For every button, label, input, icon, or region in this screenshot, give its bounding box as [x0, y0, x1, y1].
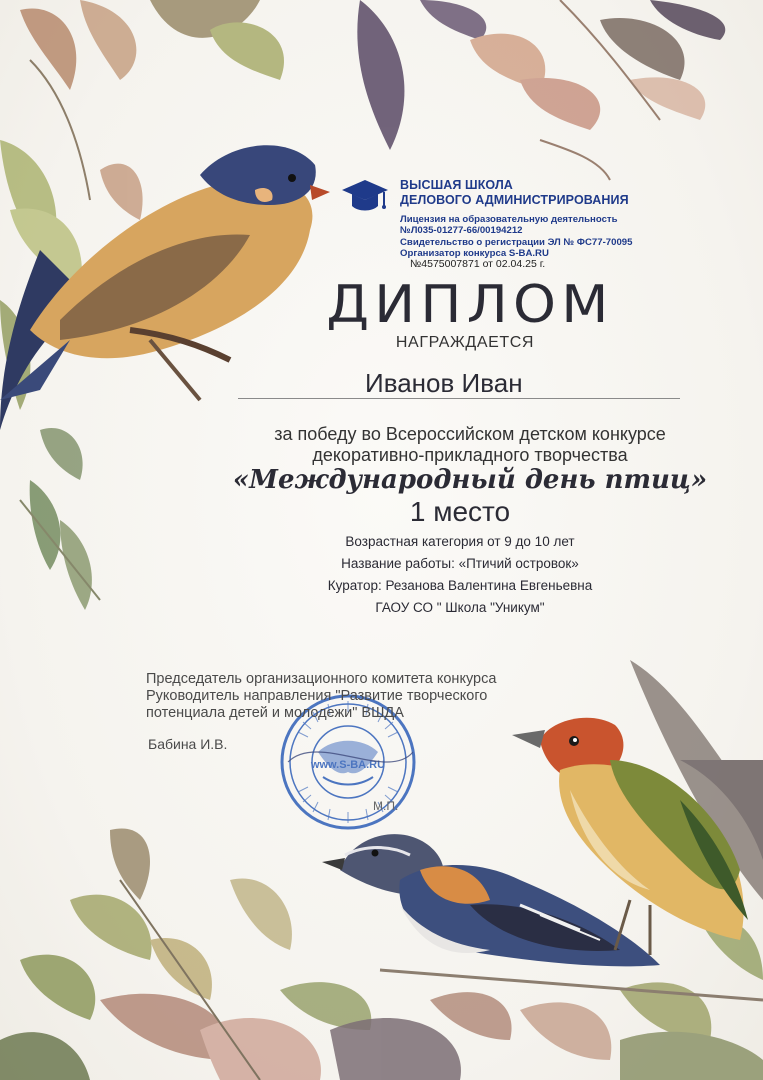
work-title: Название работы: «Птичий островок»: [341, 556, 579, 571]
organizer: Организатор конкурса S-BA.RU: [400, 248, 549, 260]
signature-line1: Председатель организационного комитета конкурса: [146, 671, 497, 687]
award-reason-line2: декоративно-прикладного творчества: [312, 445, 628, 465]
org-name-line2: ДЕЛОВОГО АДМИНИСТРИРОВАНИЯ: [400, 193, 629, 207]
age-category: Возрастная категория от 9 до 10 лет: [345, 534, 575, 549]
award-details: [260, 531, 660, 619]
recipient-name: Иванов Иван: [365, 368, 523, 398]
org-info: [400, 214, 632, 260]
contest-name: «Международный день птиц»: [232, 465, 708, 495]
award-reason: [220, 424, 720, 466]
diploma-title: ДИПЛОМ: [326, 275, 614, 335]
seal-placeholder: М.П.: [373, 799, 399, 813]
registration-number: №4575007871 от 02.04.25 г.: [410, 258, 546, 270]
awarded-label: НАГРАЖДАЕТСЯ: [395, 334, 535, 351]
curator: Куратор: Резанова Валентина Евгеньевна: [327, 578, 593, 593]
stamp-text: www.S-BA.RU: [310, 759, 386, 771]
school: ГАОУ СО " Школа "Уникум": [375, 600, 545, 615]
award-reason-line1: за победу во Всероссийском детском конкурсе: [274, 424, 666, 444]
signature-line3: потенциала детей и молодежи" ВШДА: [146, 705, 404, 721]
org-name-line1: ВЫСШАЯ ШКОЛА: [400, 178, 513, 192]
org-name: [400, 178, 629, 208]
signature-block: [146, 671, 566, 722]
signature-line2: Руководитель направления "Развитие творческого: [146, 688, 488, 704]
signatory-name: Бабина И.В.: [148, 736, 228, 752]
bottom-left-foliage: [0, 828, 371, 1080]
registration-certificate: Свидетельство о регистрации ЭЛ № ФС77-70095: [400, 236, 633, 248]
graduation-cap-icon: [340, 176, 390, 218]
license-line2: №Л035-01277-66/00194212: [400, 225, 523, 237]
place: 1 место: [409, 496, 511, 527]
license-line1: Лицензия на образовательную деятельность: [400, 214, 618, 225]
name-underline: [238, 398, 680, 399]
